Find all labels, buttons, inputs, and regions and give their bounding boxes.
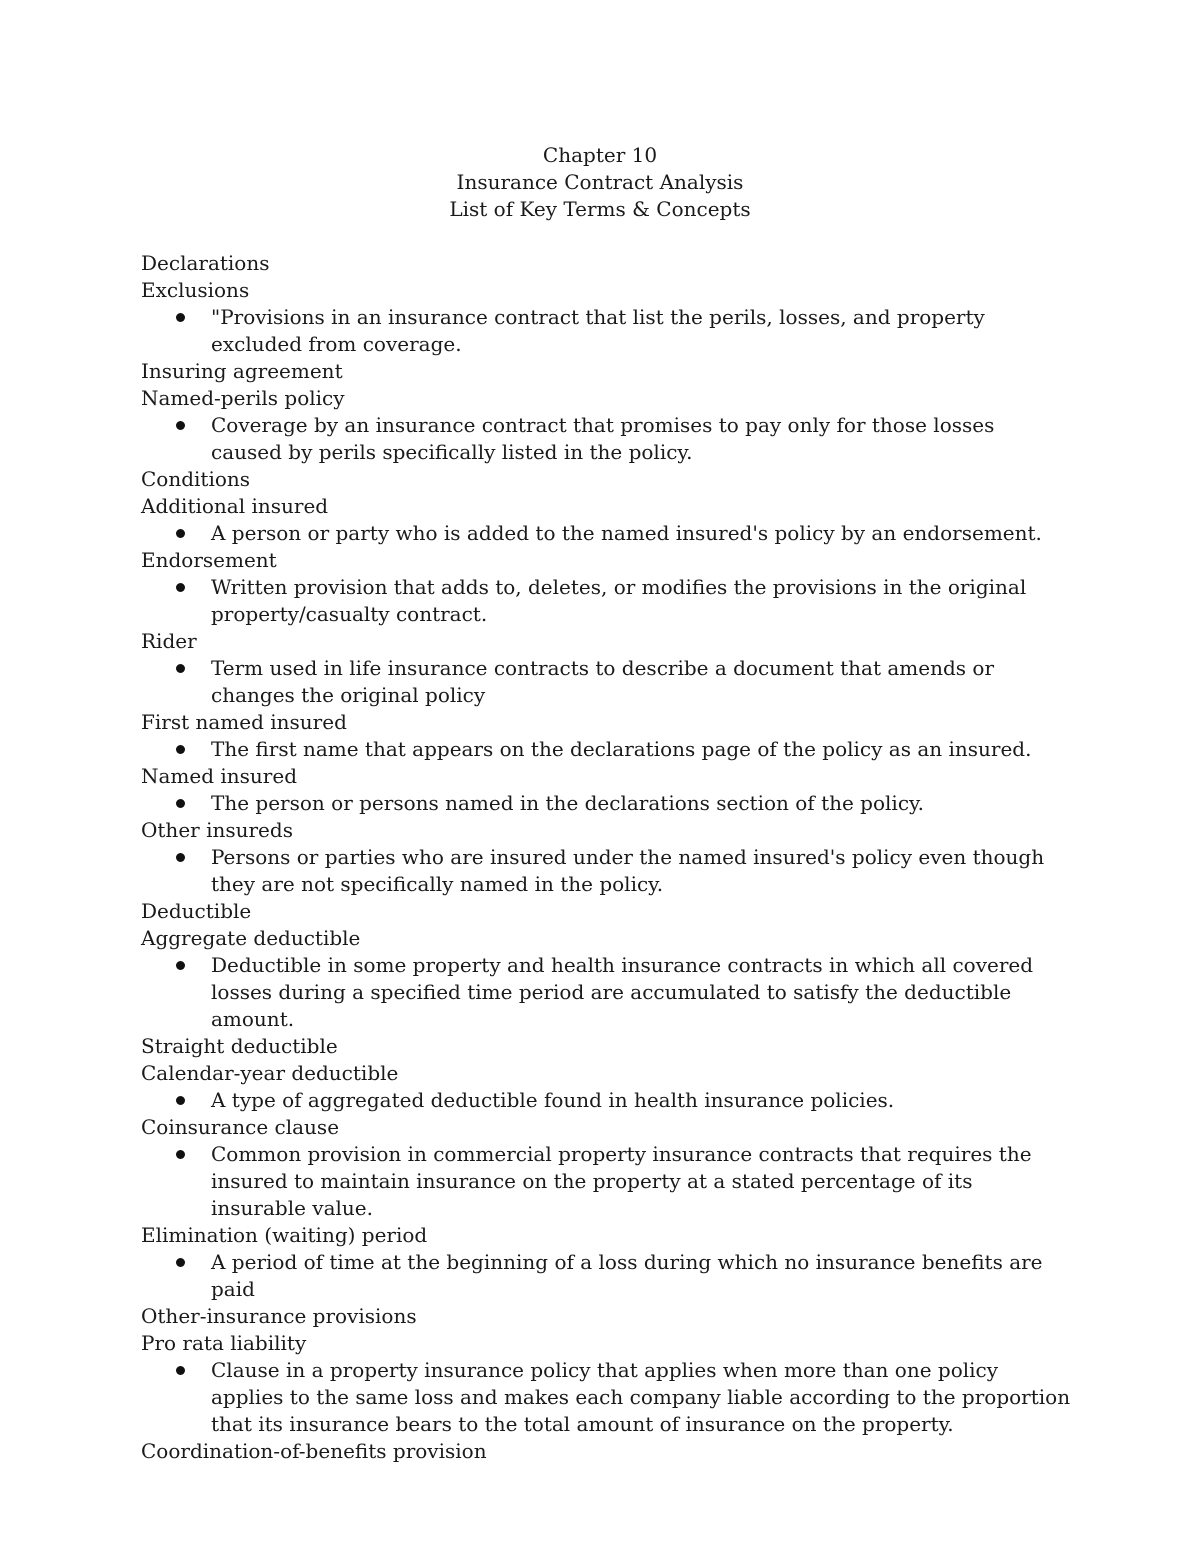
bullet-icon (176, 421, 185, 430)
definition-list (141, 952, 1071, 1033)
definition-text: Written provision that adds to, deletes, or modifies the provisions in the original property/casualty contract. (211, 575, 1027, 626)
term-heading: Deductible (141, 899, 252, 923)
definition-text: The person or persons named in the declarations section of the policy. (211, 791, 925, 815)
definition-item (141, 655, 1071, 709)
term-heading: Named insured (141, 764, 298, 788)
document-header (0, 142, 1200, 223)
bullet-icon (176, 1366, 185, 1375)
term-heading: Elimination (waiting) period (141, 1223, 428, 1247)
definition-text: A period of time at the beginning of a loss during which no insurance benefits are paid (211, 1250, 1043, 1301)
definition-item (141, 844, 1071, 898)
term-heading: Straight deductible (141, 1034, 338, 1058)
bullet-icon (176, 799, 185, 808)
definition-item (141, 790, 1071, 817)
definition-text: The first name that appears on the declarations page of the policy as an insured. (211, 737, 1032, 761)
definition-text: Common provision in commercial property insurance contracts that requires the insured to maintain insurance on the property at a stated percentage of its insurable value. (211, 1142, 1032, 1220)
definition-item (141, 1249, 1071, 1303)
term-heading: Calendar-year deductible (141, 1061, 399, 1085)
bullet-icon (176, 313, 185, 322)
definition-text: Coverage by an insurance contract that promises to pay only for those losses caused by perils specifically listed in the policy. (211, 413, 995, 464)
term-heading: Endorsement (141, 548, 277, 572)
term-heading: Conditions (141, 467, 251, 491)
term-heading: Pro rata liability (141, 1331, 307, 1355)
term-heading: Insuring agreement (141, 359, 343, 383)
bullet-icon (176, 1096, 185, 1105)
definition-item (141, 574, 1071, 628)
definition-list (141, 574, 1071, 628)
definition-list (141, 790, 1071, 817)
term-heading: Declarations (141, 251, 270, 275)
definition-item (141, 1141, 1071, 1222)
definition-list (141, 736, 1071, 763)
term-heading: Additional insured (141, 494, 329, 518)
chapter-title: Chapter 10 (542, 143, 658, 167)
bullet-icon (176, 529, 185, 538)
bullet-icon (176, 853, 185, 862)
definition-item (141, 736, 1071, 763)
term-heading: Other insureds (141, 818, 293, 842)
definition-list (141, 1141, 1071, 1222)
definition-text: Persons or parties who are insured under the named insured's policy even though they are not specifically named in the policy. (211, 845, 1045, 896)
definition-text: Term used in life insurance contracts to describe a document that amends or changes the original policy (211, 656, 994, 707)
term-heading: Exclusions (141, 278, 250, 302)
definition-text: "Provisions in an insurance contract that list the perils, losses, and property excluded from coverage. (211, 305, 985, 356)
definition-list (141, 1249, 1071, 1303)
bullet-icon (176, 583, 185, 592)
definition-text: Deductible in some property and health insurance contracts in which all covered losses during a specified time period are accumulated to satisfy the deductible amount. (211, 953, 1034, 1031)
definition-text: Clause in a property insurance policy that applies when more than one policy applies to the same loss and makes each company liable according to the proportion that its insurance bears to the total amount of insurance on the property. (211, 1358, 1071, 1436)
list-title: List of Key Terms & Concepts (449, 197, 751, 221)
definition-list (141, 520, 1071, 547)
definition-item (141, 304, 1071, 358)
term-heading: Named-perils policy (141, 386, 345, 410)
definition-list (141, 412, 1071, 466)
definition-list (141, 844, 1071, 898)
bullet-icon (176, 1150, 185, 1159)
bullet-icon (176, 1258, 185, 1267)
definition-list (141, 1357, 1071, 1438)
definition-list (141, 304, 1071, 358)
definition-item (141, 412, 1071, 466)
definition-list (141, 1087, 1071, 1114)
bullet-icon (176, 961, 185, 970)
definition-item (141, 1357, 1071, 1438)
term-heading: Aggregate deductible (141, 926, 361, 950)
definition-item (141, 520, 1071, 547)
definition-item (141, 1087, 1071, 1114)
term-heading: Other-insurance provisions (141, 1304, 417, 1328)
terms-list (141, 250, 1071, 1465)
term-heading: Rider (141, 629, 197, 653)
term-heading: Coordination-of-benefits provision (141, 1439, 487, 1463)
definition-item (141, 952, 1071, 1033)
definition-text: A person or party who is added to the named insured's policy by an endorsement. (211, 521, 1042, 545)
chapter-subtitle: Insurance Contract Analysis (456, 170, 744, 194)
term-heading: Coinsurance clause (141, 1115, 340, 1139)
bullet-icon (176, 745, 185, 754)
definition-list (141, 655, 1071, 709)
term-heading: First named insured (141, 710, 347, 734)
definition-text: A type of aggregated deductible found in health insurance policies. (211, 1088, 895, 1112)
bullet-icon (176, 664, 185, 673)
